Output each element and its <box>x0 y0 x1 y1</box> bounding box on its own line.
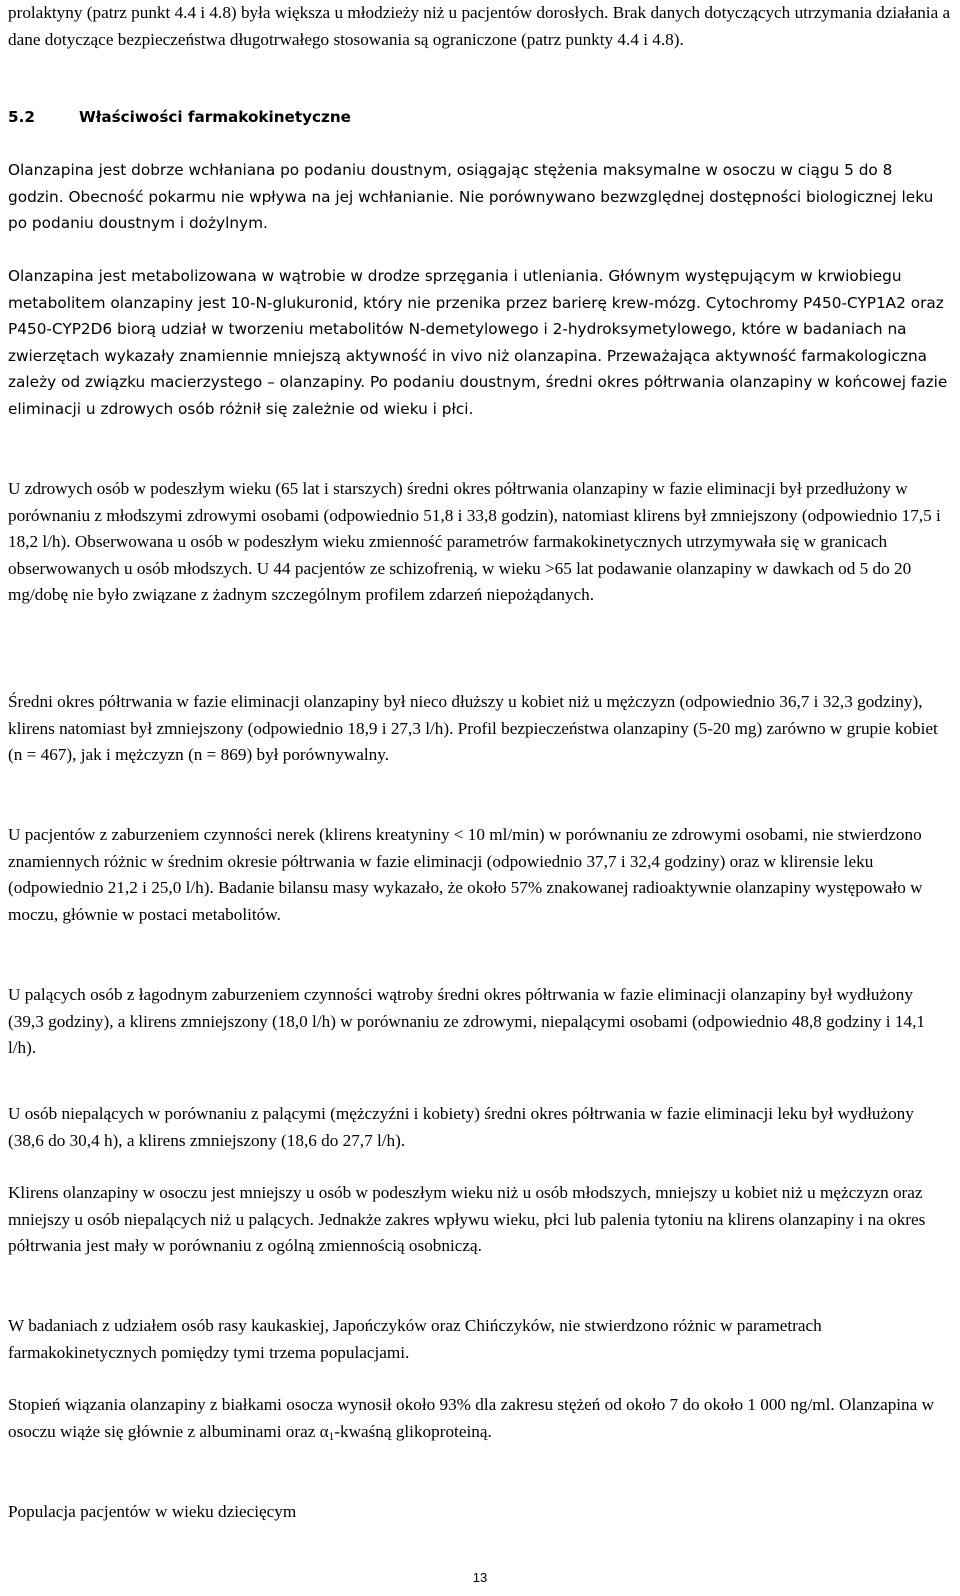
section-heading <box>8 104 351 131</box>
protein-binding-end: -kwaśną glikoproteiną. <box>334 1421 492 1441</box>
subsection-title-pediatric: Populacja pacjentów w wieku dziecięcym <box>8 1502 297 1521</box>
paragraph-smoking: U osób niepalących w porównaniu z palącymi (mężczyźni i kobiety) średni okres półtrwania w fazie eliminacji leku był wydłużony (38,6 do 30,4 h), a klirens zmniejszony (18,6 do 27,7 l/h). <box>8 1104 914 1150</box>
paragraph-ethnicity: W badaniach z udziałem osób rasy kaukaskiej, Japończyków oraz Chińczyków, nie stwierdzono różnic w parametrach farmakokinetycznych pomiędzy tymi trzema populacjami. <box>8 1316 822 1362</box>
protein-binding-text: Stopień wiązania olanzapiny z białkami osocza wynosił około 93% dla zakresu stężeń od około 7 do około 1 000 ng/ml. Olanzapina w osoczu wiąże się głównie z albuminami oraz α <box>8 1395 934 1441</box>
paragraph-absorption: Olanzapina jest dobrze wchłaniana po podaniu doustnym, osiągając stężenia maksymalne w osoczu w ciągu 5 do 8 godzin. Obecność pokarmu nie wpływa na jej wchłanianie. Nie porównywano bezwzględnej dostępności biologicznej leku po podaniu doustnym i dożylnym. <box>8 161 934 233</box>
paragraph-renal: U pacjentów z zaburzeniem czynności nerek (klirens kreatyniny < 10 ml/min) w porównaniu ze zdrowymi osobami, nie stwierdzono znamiennych różnic w średnim okresie półtrwania w fazie eliminacji (odpowiednio 37,7 i 32,4 godziny) oraz w klirensie leku (odpowiednio 21,2 i 25,0 l/h). Badanie bilansu masy wykazało, że około 57% znakowanej radioaktywnie olanzapiny występowało w moczu, głównie w postaci metabolitów. <box>8 825 923 924</box>
paragraph-gender: Średni okres półtrwania w fazie eliminacji olanzapiny był nieco dłuższy u kobiet niż u mężczyzn (odpowiednio 36,7 i 32,3 godziny), klirens natomiast był zmniejszony (odpowiednio 18,9 i 27,3 l/h). Profil bezpieczeństwa olanzapiny (5-20 mg) zarówno w grupie kobiet (n = 467), jak i mężczyzn (n = 869) był porównywalny. <box>8 692 938 765</box>
paragraph-clearance: Klirens olanzapiny w osoczu jest mniejszy u osób w podeszłym wieku niż u osób młodszych, mniejszy u kobiet niż u mężczyzn oraz mniejszy u osób niepalących niż u palących. Jednakże zakres wpływu wieku, płci lub palenia tytoniu na klirens olanzapiny i na okres półtrwania jest mały w porównaniu z ogólną zmiennością osobniczą. <box>8 1183 926 1256</box>
paragraph-metabolism: Olanzapina jest metabolizowana w wątrobie w drodze sprzęgania i utleniania. Głównym występującym w krwiobiegu metabolitem olanzapiny jest 10-N-glukuronid, który nie przenika przez barierę krew-mózg. Cytochromy P450-CYP1A2 oraz P450-CYP2D6 biorą udział w tworzeniu metabolitów N-demetylowego i 2-hydroksymetylowego, które w badaniach na zwierzętach wykazały znamiennie mniejszą aktywność in vivo niż olanzapina. Przeważająca aktywność farmakologiczna zależy od związku macierzystego – olanzapiny. Po podaniu doustnym, średni okres półtrwania olanzapiny w końcowej fazie eliminacji u zdrowych osób różnił się zależnie od wieku i płci. <box>8 267 948 418</box>
paragraph-hepatic: U palących osób z łagodnym zaburzeniem czynności wątroby średni okres półtrwania w fazie eliminacji olanzapiny był wydłużony (39,3 godziny), a klirens zmniejszony (18,0 l/h) w porównaniu ze zdrowymi, niepalącymi osobami (odpowiednio 48,8 godziny i 14,1 l/h). <box>8 985 925 1058</box>
section-title: Właściwości farmakokinetyczne <box>79 108 351 126</box>
alpha-subscript: 1 <box>328 1430 335 1443</box>
page-number: 13 <box>472 1570 488 1585</box>
paragraph-adolescent-prolactin: prolaktyny (patrz punkt 4.4 i 4.8) była większa u młodzieży niż u pacjentów dorosłych. Brak danych dotyczących utrzymania działania a dane dotyczące bezpieczeństwa długotrwałego stosowania są ograniczone (patrz punkty 4.4 i 4.8). <box>8 3 951 49</box>
section-number: 5.2 <box>8 108 35 126</box>
paragraph-protein-binding <box>8 1392 952 1445</box>
paragraph-elderly: U zdrowych osób w podeszłym wieku (65 lat i starszych) średni okres półtrwania olanzapiny w fazie eliminacji był przedłużony w porównaniu z młodszymi zdrowymi osobami (odpowiednio 51,8 i 33,8 godzin), natomiast klirens był zmniejszony (odpowiednio 17,5 i 18,2 l/h). Obserwowana u osób w podeszłym wieku zmienność parametrów farmakokinetycznych utrzymywała się w granicach obserwowanych u osób młodszych. U 44 pacjentów ze schizofrenią, w wieku >65 lat podawanie olanzapiny w dawkach od 5 do 20 mg/dobę nie było związane z żadnym szczególnym profilem zdarzeń niepożądanych. <box>8 479 941 605</box>
